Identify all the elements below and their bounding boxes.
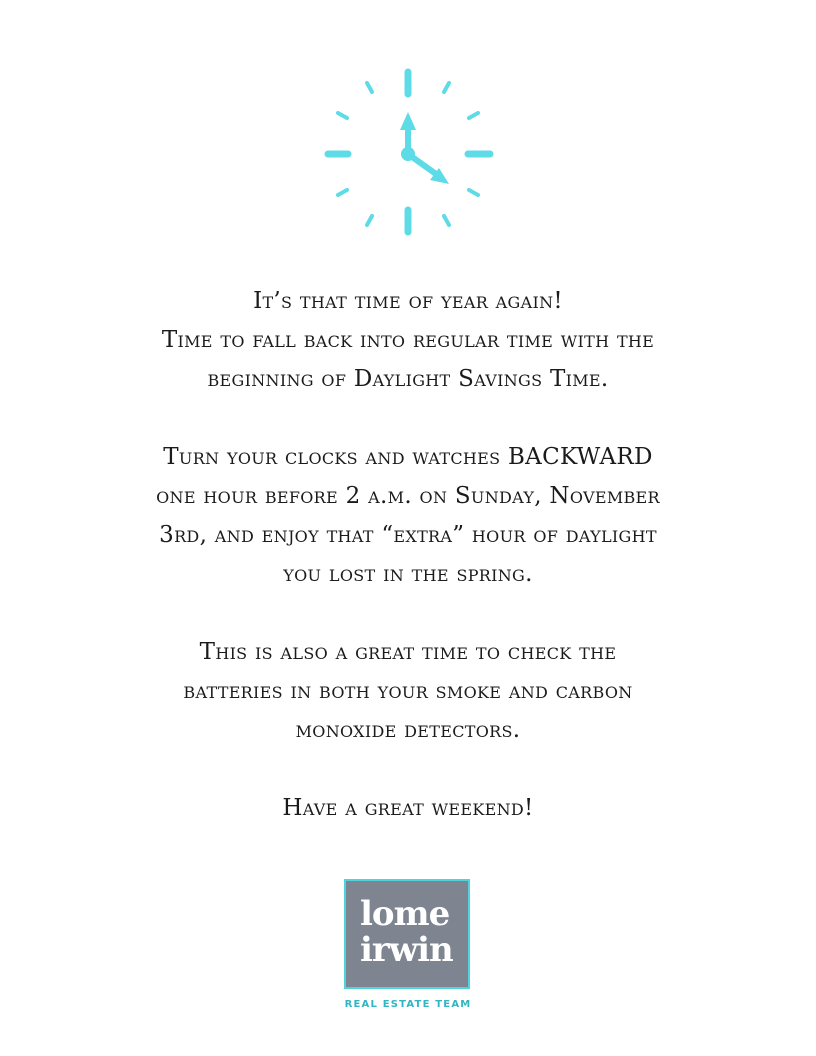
reminder-line: monoxide detectors. bbox=[295, 717, 521, 743]
closing-paragraph bbox=[58, 789, 758, 828]
instructions-paragraph bbox=[58, 438, 758, 594]
logo-word-irwin: irwin bbox=[360, 930, 453, 970]
reminder-line: This is also a great time to check the bbox=[199, 639, 617, 665]
intro-line: beginning of Daylight Savings Time. bbox=[207, 366, 609, 392]
clock-icon bbox=[318, 62, 498, 242]
clock-minute-arrow bbox=[400, 112, 416, 130]
clock-tick-7 bbox=[367, 216, 372, 225]
closing-line: Have a great weekend! bbox=[282, 795, 534, 821]
clock-tick-1 bbox=[444, 83, 449, 92]
logo-word-lome: lome bbox=[360, 894, 450, 934]
clock-tick-8 bbox=[338, 190, 347, 195]
clock-tick-10 bbox=[338, 113, 347, 118]
instructions-line: you lost in the spring. bbox=[283, 561, 533, 587]
instructions-line: 3rd, and enjoy that “extra” hour of daylight bbox=[159, 522, 657, 548]
reminder-line: batteries in both your smoke and carbon bbox=[183, 678, 633, 704]
clock-center bbox=[401, 147, 415, 161]
intro-paragraph bbox=[58, 282, 758, 399]
logo-tagline: REAL ESTATE TEAM bbox=[344, 999, 472, 1010]
reminder-paragraph bbox=[58, 633, 758, 750]
message-body bbox=[58, 282, 758, 867]
clock-tick-11 bbox=[367, 83, 372, 92]
intro-line: It’s that time of year again! bbox=[253, 288, 563, 314]
company-logo bbox=[344, 879, 470, 989]
intro-line: Time to fall back into regular time with the bbox=[161, 327, 655, 353]
clock-tick-2 bbox=[469, 113, 478, 118]
instructions-line: one hour before 2 a.m. on Sunday, November bbox=[156, 483, 660, 509]
instructions-line: Turn your clocks and watches BACKWARD bbox=[163, 444, 653, 470]
clock-tick-4 bbox=[469, 190, 478, 195]
clock-tick-5 bbox=[444, 216, 449, 225]
